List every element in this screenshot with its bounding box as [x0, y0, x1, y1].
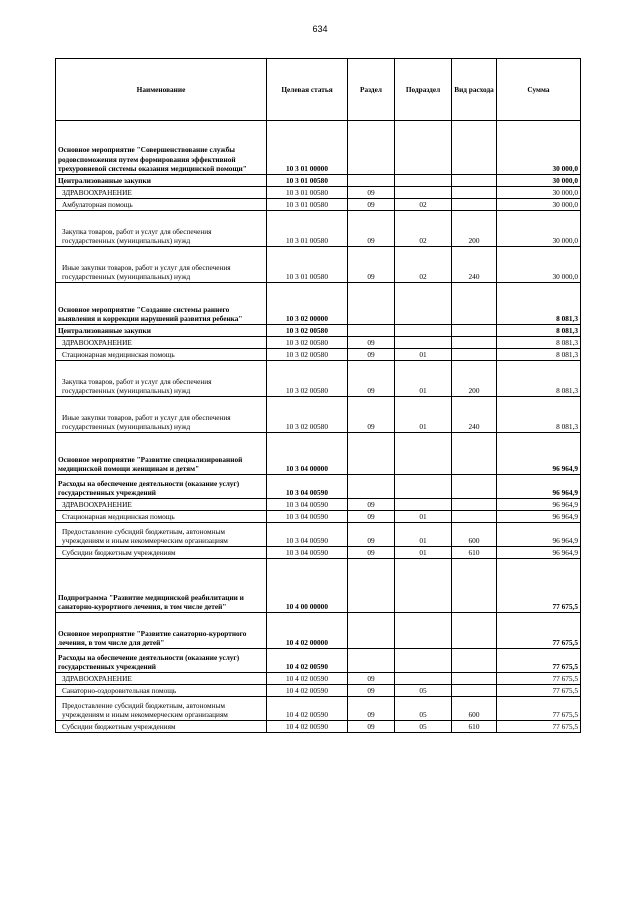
- row-expense-type: 240: [452, 397, 497, 433]
- row-name: ЗДРАВООХРАНЕНИЕ: [56, 499, 267, 511]
- header-amount: Сумма: [497, 59, 581, 121]
- row-subsection: [395, 559, 452, 613]
- row-target: 10 3 04 00590: [267, 499, 348, 511]
- row-section: [348, 559, 395, 613]
- row-expense-type: [452, 199, 497, 211]
- row-target: 10 4 02 00590: [267, 697, 348, 721]
- row-subsection: [395, 337, 452, 349]
- row-amount: 77 675,5: [497, 697, 581, 721]
- header-target: Целевая статья: [267, 59, 348, 121]
- page-number: 634: [312, 24, 328, 34]
- table-row: [56, 511, 581, 523]
- table-header-row: [56, 59, 581, 121]
- row-name: Амбулаторная помощь: [56, 199, 267, 211]
- row-amount: 96 964,9: [497, 547, 581, 559]
- row-amount: 77 675,5: [497, 685, 581, 697]
- header-section: Раздел: [348, 59, 395, 121]
- table-row: [56, 685, 581, 697]
- header-subsection: Подраздел: [395, 59, 452, 121]
- row-subsection: [395, 121, 452, 175]
- row-name: Расходы на обеспечение деятельности (оказание услуг) государственных учреждений: [56, 475, 267, 499]
- row-section: 09: [348, 523, 395, 547]
- row-amount: 77 675,5: [497, 559, 581, 613]
- row-amount: 8 081,3: [497, 361, 581, 397]
- row-target: 10 4 02 00590: [267, 649, 348, 673]
- row-name: Стационарная медицинская помощь: [56, 511, 267, 523]
- row-amount: 96 964,9: [497, 523, 581, 547]
- row-name: Основное мероприятие "Развитие санаторно-курортного лечения, в том числе для детей": [56, 613, 267, 649]
- row-subsection: 02: [395, 199, 452, 211]
- row-subsection: [395, 475, 452, 499]
- row-target: 10 3 01 00580: [267, 199, 348, 211]
- table-body: [56, 121, 581, 733]
- row-subsection: 01: [395, 361, 452, 397]
- row-subsection: 05: [395, 685, 452, 697]
- row-name: Иные закупки товаров, работ и услуг для обеспечения государственных (муниципальных) нужд: [56, 397, 267, 433]
- row-name: ЗДРАВООХРАНЕНИЕ: [56, 337, 267, 349]
- row-amount: 8 081,3: [497, 397, 581, 433]
- table-row: [56, 121, 581, 175]
- row-expense-type: 610: [452, 721, 497, 733]
- row-name: Закупка товаров, работ и услуг для обеспечения государственных (муниципальных) нужд: [56, 361, 267, 397]
- row-name: Основное мероприятие "Совершенствование службы родовспоможения путем формирования эффективной трехуровневой системы оказания медицинской помощи": [56, 121, 267, 175]
- row-section: 09: [348, 199, 395, 211]
- row-amount: 30 000,0: [497, 121, 581, 175]
- row-amount: 30 000,0: [497, 247, 581, 283]
- table-row: [56, 721, 581, 733]
- row-section: 09: [348, 361, 395, 397]
- row-amount: 96 964,9: [497, 511, 581, 523]
- row-target: 10 3 02 00580: [267, 325, 348, 337]
- table-row: [56, 547, 581, 559]
- row-subsection: [395, 433, 452, 475]
- row-expense-type: [452, 613, 497, 649]
- row-amount: 8 081,3: [497, 349, 581, 361]
- row-name: Централизованные закупки: [56, 325, 267, 337]
- row-expense-type: 200: [452, 211, 497, 247]
- table-row: [56, 649, 581, 673]
- row-amount: 8 081,3: [497, 283, 581, 325]
- row-section: 09: [348, 337, 395, 349]
- row-target: 10 3 02 00580: [267, 337, 348, 349]
- row-name: Расходы на обеспечение деятельности (оказание услуг) государственных учреждений: [56, 649, 267, 673]
- row-subsection: 05: [395, 721, 452, 733]
- row-target: 10 3 04 00590: [267, 523, 348, 547]
- table-row: [56, 433, 581, 475]
- row-expense-type: [452, 187, 497, 199]
- row-subsection: [395, 613, 452, 649]
- row-expense-type: 600: [452, 523, 497, 547]
- row-expense-type: [452, 121, 497, 175]
- row-expense-type: [452, 475, 497, 499]
- row-name: Подпрограмма "Развитие медицинской реабилитации и санаторно-курортного лечения, в том числе детей": [56, 559, 267, 613]
- row-amount: 77 675,5: [497, 673, 581, 685]
- row-name: Закупка товаров, работ и услуг для обеспечения государственных (муниципальных) нужд: [56, 211, 267, 247]
- row-name: ЗДРАВООХРАНЕНИЕ: [56, 187, 267, 199]
- table-row: [56, 397, 581, 433]
- row-target: 10 4 02 00000: [267, 613, 348, 649]
- row-section: [348, 433, 395, 475]
- row-subsection: 01: [395, 523, 452, 547]
- row-target: 10 3 02 00000: [267, 283, 348, 325]
- table-row: [56, 175, 581, 187]
- row-amount: 30 000,0: [497, 175, 581, 187]
- row-name: Санаторно-оздоровительная помощь: [56, 685, 267, 697]
- row-expense-type: [452, 559, 497, 613]
- row-section: [348, 613, 395, 649]
- row-subsection: 01: [395, 547, 452, 559]
- row-subsection: 01: [395, 511, 452, 523]
- row-expense-type: [452, 511, 497, 523]
- row-expense-type: [452, 685, 497, 697]
- row-target: 10 3 02 00580: [267, 361, 348, 397]
- row-target: 10 3 01 00000: [267, 121, 348, 175]
- row-subsection: [395, 187, 452, 199]
- row-section: [348, 121, 395, 175]
- table-row: [56, 523, 581, 547]
- row-section: 09: [348, 211, 395, 247]
- row-expense-type: 610: [452, 547, 497, 559]
- row-expense-type: [452, 499, 497, 511]
- row-target: 10 3 02 00580: [267, 397, 348, 433]
- row-section: [348, 649, 395, 673]
- row-expense-type: 200: [452, 361, 497, 397]
- row-expense-type: 240: [452, 247, 497, 283]
- row-subsection: 02: [395, 247, 452, 283]
- row-section: 09: [348, 697, 395, 721]
- row-subsection: [395, 673, 452, 685]
- table-row: [56, 475, 581, 499]
- row-expense-type: [452, 175, 497, 187]
- row-subsection: [395, 325, 452, 337]
- row-subsection: 05: [395, 697, 452, 721]
- row-target: 10 3 01 00580: [267, 187, 348, 199]
- table-row: [56, 697, 581, 721]
- row-section: 09: [348, 397, 395, 433]
- row-target: 10 4 00 00000: [267, 559, 348, 613]
- table-row: [56, 673, 581, 685]
- row-amount: 77 675,5: [497, 613, 581, 649]
- row-expense-type: [452, 283, 497, 325]
- row-target: 10 3 04 00590: [267, 511, 348, 523]
- table-row: [56, 613, 581, 649]
- row-section: 09: [348, 721, 395, 733]
- table-row: [56, 349, 581, 361]
- row-section: 09: [348, 511, 395, 523]
- row-name: Субсидии бюджетным учреждениям: [56, 547, 267, 559]
- row-section: 09: [348, 673, 395, 685]
- row-expense-type: [452, 349, 497, 361]
- row-amount: 96 964,9: [497, 475, 581, 499]
- table-row: [56, 211, 581, 247]
- row-amount: 8 081,3: [497, 337, 581, 349]
- row-name: ЗДРАВООХРАНЕНИЕ: [56, 673, 267, 685]
- header-expense-type: Вид расхода: [452, 59, 497, 121]
- row-target: 10 3 02 00580: [267, 349, 348, 361]
- row-section: 09: [348, 499, 395, 511]
- row-target: 10 3 01 00580: [267, 211, 348, 247]
- table-row: [56, 187, 581, 199]
- row-name: Предоставление субсидий бюджетным, автономным учреждениям и иным некоммерческим организациям: [56, 697, 267, 721]
- table-row: [56, 337, 581, 349]
- row-subsection: [395, 649, 452, 673]
- row-subsection: [395, 283, 452, 325]
- row-target: 10 4 02 00590: [267, 673, 348, 685]
- row-subsection: [395, 175, 452, 187]
- row-amount: 96 964,9: [497, 499, 581, 511]
- row-expense-type: [452, 649, 497, 673]
- row-expense-type: [452, 325, 497, 337]
- row-target: 10 3 01 00580: [267, 175, 348, 187]
- table-row: [56, 199, 581, 211]
- row-section: [348, 475, 395, 499]
- table-row: [56, 499, 581, 511]
- row-name: Предоставление субсидий бюджетным, автономным учреждениям и иным некоммерческим организациям: [56, 523, 267, 547]
- row-amount: 96 964,9: [497, 433, 581, 475]
- row-section: 09: [348, 187, 395, 199]
- row-expense-type: 600: [452, 697, 497, 721]
- table-row: [56, 361, 581, 397]
- row-target: 10 4 02 00590: [267, 721, 348, 733]
- row-amount: 8 081,3: [497, 325, 581, 337]
- header-name: Наименование: [56, 59, 267, 121]
- row-section: [348, 175, 395, 187]
- row-amount: 77 675,5: [497, 649, 581, 673]
- row-section: 09: [348, 685, 395, 697]
- table-row: [56, 325, 581, 337]
- row-name: Иные закупки товаров, работ и услуг для обеспечения государственных (муниципальных) нужд: [56, 247, 267, 283]
- row-target: 10 3 04 00000: [267, 433, 348, 475]
- row-subsection: 01: [395, 397, 452, 433]
- row-name: Централизованные закупки: [56, 175, 267, 187]
- row-target: 10 3 04 00590: [267, 475, 348, 499]
- row-expense-type: [452, 337, 497, 349]
- row-name: Субсидии бюджетным учреждениям: [56, 721, 267, 733]
- row-amount: 30 000,0: [497, 187, 581, 199]
- table-row: [56, 559, 581, 613]
- row-name: Основное мероприятие "Создание системы раннего выявления и коррекции нарушений развития ребенка": [56, 283, 267, 325]
- row-target: 10 3 01 00580: [267, 247, 348, 283]
- row-target: 10 3 04 00590: [267, 547, 348, 559]
- row-subsection: 01: [395, 349, 452, 361]
- budget-table: [55, 58, 581, 733]
- row-expense-type: [452, 673, 497, 685]
- row-amount: 30 000,0: [497, 211, 581, 247]
- row-subsection: [395, 499, 452, 511]
- row-name: Стационарная медицинская помощь: [56, 349, 267, 361]
- table-row: [56, 283, 581, 325]
- row-section: [348, 325, 395, 337]
- row-amount: 77 675,5: [497, 721, 581, 733]
- row-section: [348, 283, 395, 325]
- row-section: 09: [348, 349, 395, 361]
- row-expense-type: [452, 433, 497, 475]
- row-amount: 30 000,0: [497, 199, 581, 211]
- row-target: 10 4 02 00590: [267, 685, 348, 697]
- row-name: Основное мероприятие "Развитие специализированной медицинской помощи женщинам и детям": [56, 433, 267, 475]
- row-subsection: 02: [395, 211, 452, 247]
- row-section: 09: [348, 547, 395, 559]
- row-section: 09: [348, 247, 395, 283]
- table-row: [56, 247, 581, 283]
